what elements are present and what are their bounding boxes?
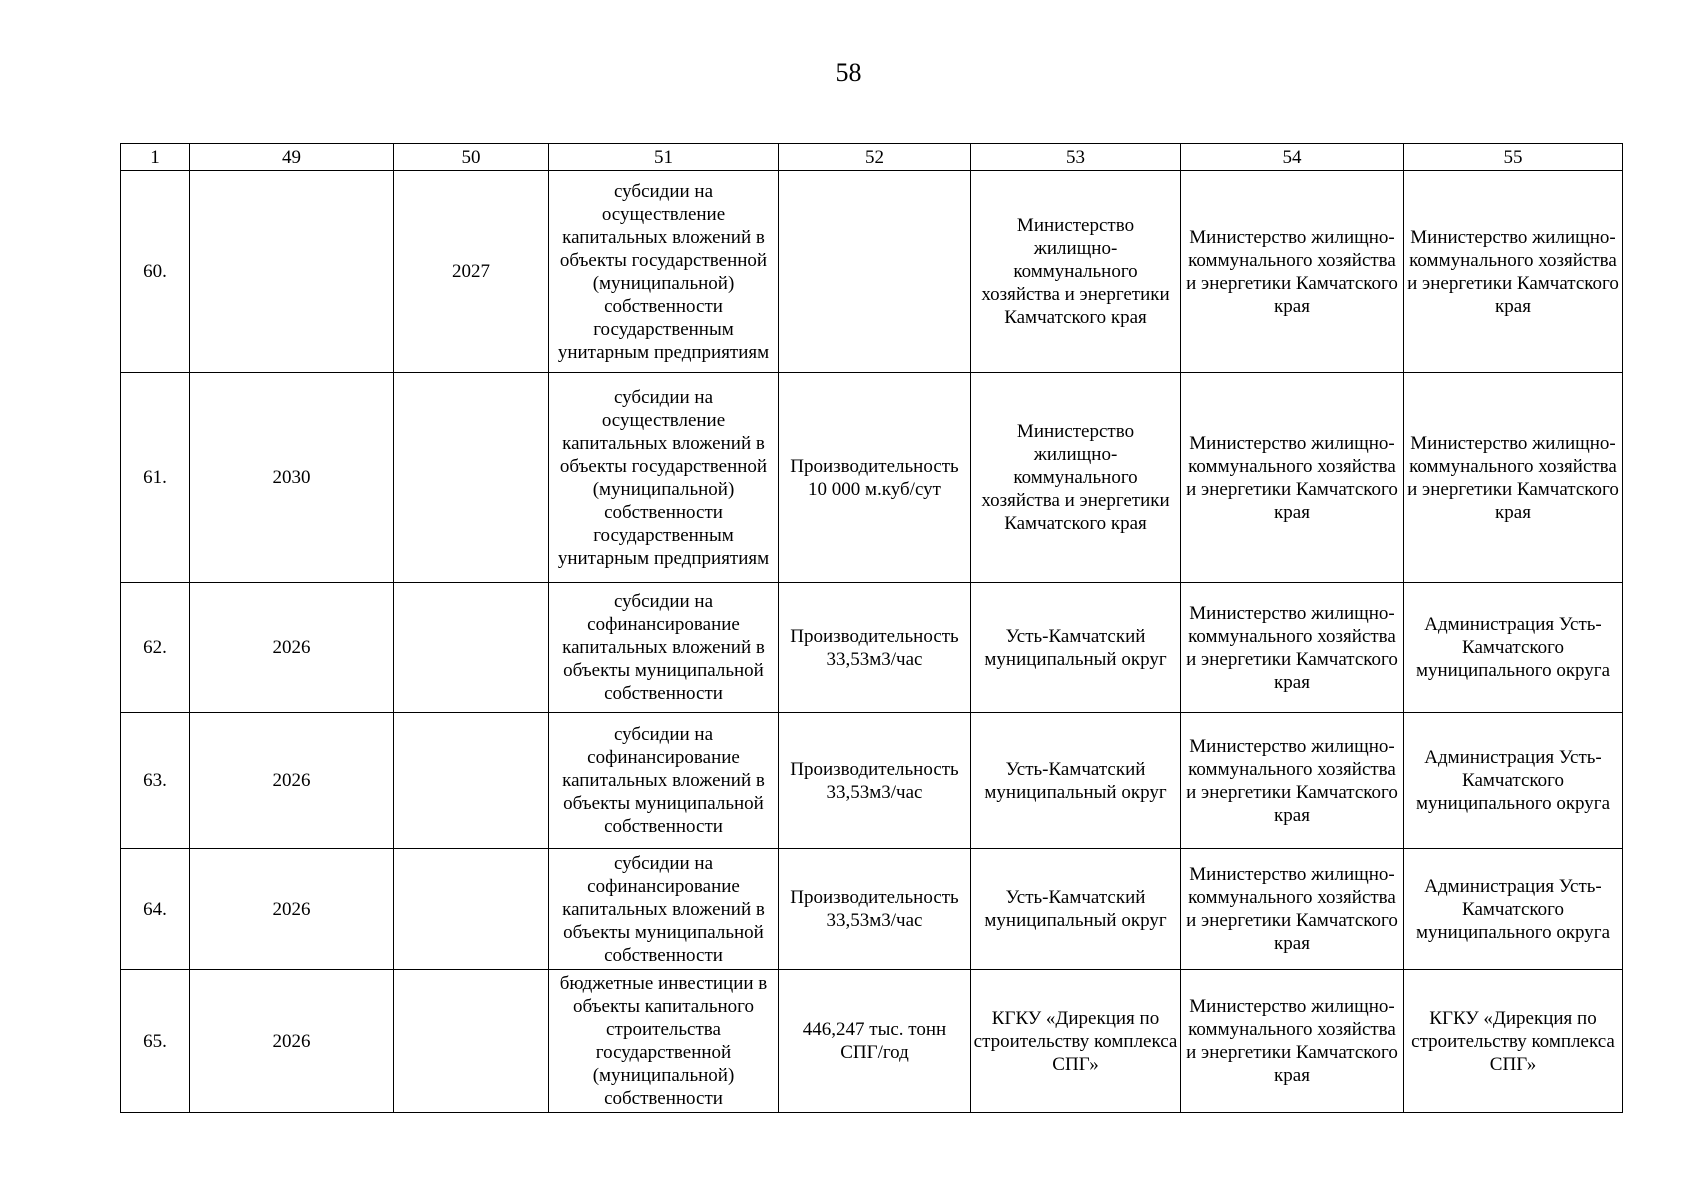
col-52-cell: Производительность 10 000 м.куб/сут: [779, 373, 971, 583]
row-number-cell: 63.: [121, 713, 190, 849]
col-52-cell: Производительность 33,53м3/час: [779, 583, 971, 713]
row-number-cell: 64.: [121, 849, 190, 970]
col-55-cell: Министерство жилищно-коммунального хозяйства и энергетики Камчатского края: [1404, 373, 1623, 583]
header-row: [121, 144, 1623, 171]
table-row: [121, 849, 1623, 970]
col-53-cell: Министерство жилищно-коммунального хозяйства и энергетики Камчатского края: [971, 171, 1181, 373]
col-50-cell: [394, 849, 549, 970]
row-number-cell: 61.: [121, 373, 190, 583]
col-52-cell: [779, 171, 971, 373]
table-row: [121, 583, 1623, 713]
table-row: [121, 713, 1623, 849]
col-52-cell: Производительность 33,53м3/час: [779, 849, 971, 970]
col-54-cell: Министерство жилищно-коммунального хозяйства и энергетики Камчатского края: [1181, 970, 1404, 1113]
col-54-cell: Министерство жилищно-коммунального хозяйства и энергетики Камчатского края: [1181, 583, 1404, 713]
col-49-cell: 2030: [190, 373, 394, 583]
col-55-cell: Министерство жилищно-коммунального хозяйства и энергетики Камчатского края: [1404, 171, 1623, 373]
header-cell-53: 53: [971, 144, 1181, 171]
row-number-cell: 60.: [121, 171, 190, 373]
col-50-cell: 2027: [394, 171, 549, 373]
col-50-cell: [394, 583, 549, 713]
header-cell-49: 49: [190, 144, 394, 171]
header-cell-52: 52: [779, 144, 971, 171]
col-53-cell: Усть-Камчатский муниципальный округ: [971, 849, 1181, 970]
table-row: [121, 970, 1623, 1113]
col-52-cell: 446,247 тыс. тонн СПГ/год: [779, 970, 971, 1113]
row-number-cell: 65.: [121, 970, 190, 1113]
page-number: 58: [835, 58, 862, 87]
col-51-cell: субсидии на осуществление капитальных вложений в объекты государственной (муниципальной) собственности государственным унитарным предприятиям: [549, 171, 779, 373]
data-table: [120, 143, 1623, 1113]
col-50-cell: [394, 713, 549, 849]
col-50-cell: [394, 970, 549, 1113]
row-number-cell: 62.: [121, 583, 190, 713]
col-55-cell: Администрация Усть-Камчатского муниципального округа: [1404, 583, 1623, 713]
col-49-cell: 2026: [190, 849, 394, 970]
col-53-cell: Усть-Камчатский муниципальный округ: [971, 713, 1181, 849]
col-51-cell: субсидии на софинансирование капитальных вложений в объекты муниципальной собственности: [549, 713, 779, 849]
col-51-cell: бюджетные инвестиции в объекты капитального строительства государственной (муниципальной) собственности: [549, 970, 779, 1113]
col-51-cell: субсидии на софинансирование капитальных вложений в объекты муниципальной собственности: [549, 583, 779, 713]
col-50-cell: [394, 373, 549, 583]
col-52-cell: Производительность 33,53м3/час: [779, 713, 971, 849]
col-49-cell: 2026: [190, 713, 394, 849]
col-53-cell: Министерство жилищно-коммунального хозяйства и энергетики Камчатского края: [971, 373, 1181, 583]
col-55-cell: КГКУ «Дирекция по строительству комплекса СПГ»: [1404, 970, 1623, 1113]
header-cell-50: 50: [394, 144, 549, 171]
header-cell-54: 54: [1181, 144, 1404, 171]
table-row: [121, 373, 1623, 583]
col-54-cell: Министерство жилищно-коммунального хозяйства и энергетики Камчатского края: [1181, 713, 1404, 849]
col-54-cell: Министерство жилищно-коммунального хозяйства и энергетики Камчатского края: [1181, 849, 1404, 970]
col-53-cell: КГКУ «Дирекция по строительству комплекса СПГ»: [971, 970, 1181, 1113]
col-54-cell: Министерство жилищно-коммунального хозяйства и энергетики Камчатского края: [1181, 171, 1404, 373]
col-55-cell: Администрация Усть-Камчатского муниципального округа: [1404, 849, 1623, 970]
col-54-cell: Министерство жилищно-коммунального хозяйства и энергетики Камчатского края: [1181, 373, 1404, 583]
col-51-cell: субсидии на осуществление капитальных вложений в объекты государственной (муниципальной) собственности государственным унитарным предприятиям: [549, 373, 779, 583]
col-55-cell: Администрация Усть-Камчатского муниципального округа: [1404, 713, 1623, 849]
col-49-cell: [190, 171, 394, 373]
col-49-cell: 2026: [190, 970, 394, 1113]
col-49-cell: 2026: [190, 583, 394, 713]
col-51-cell: субсидии на софинансирование капитальных вложений в объекты муниципальной собственности: [549, 849, 779, 970]
col-53-cell: Усть-Камчатский муниципальный округ: [971, 583, 1181, 713]
header-cell-55: 55: [1404, 144, 1623, 171]
header-cell-1: 1: [121, 144, 190, 171]
table-row: [121, 171, 1623, 373]
header-cell-51: 51: [549, 144, 779, 171]
